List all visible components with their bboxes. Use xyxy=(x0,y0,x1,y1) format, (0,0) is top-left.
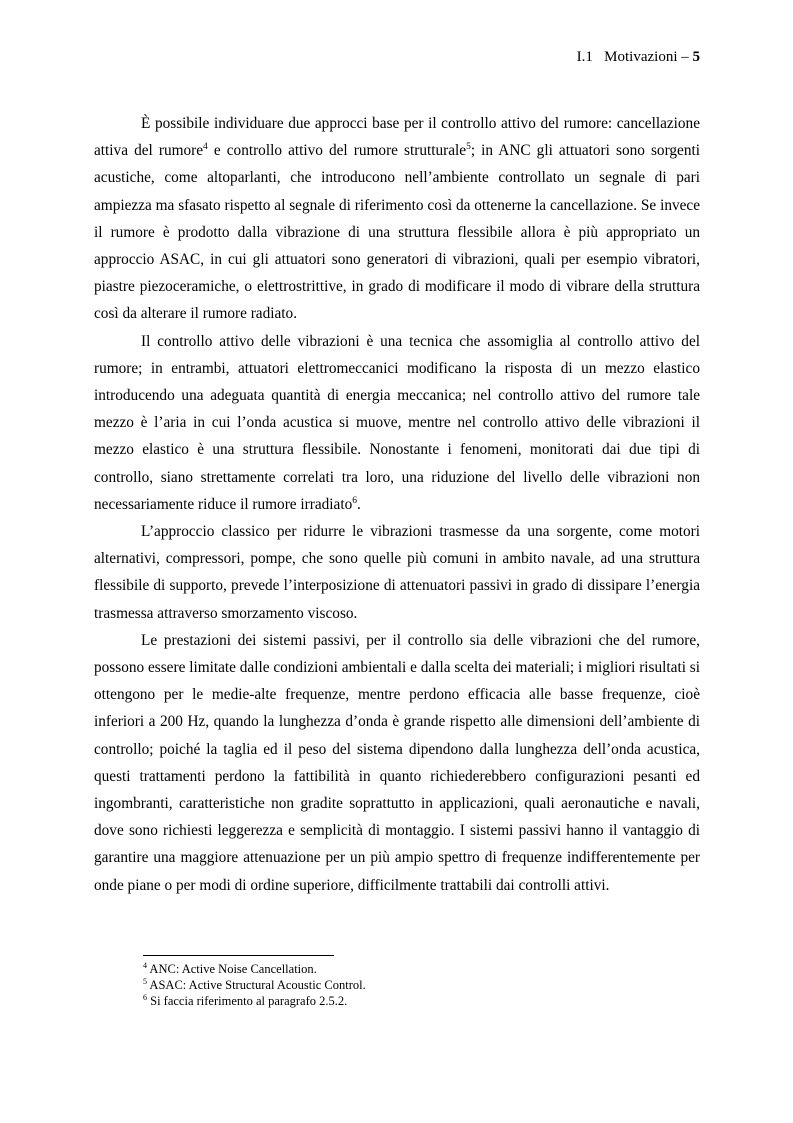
footnote-ref: 6 xyxy=(352,495,357,506)
footnote-number: 6 xyxy=(143,992,147,1002)
footnote-ref: 5 xyxy=(466,142,471,153)
running-header xyxy=(94,47,700,67)
paragraph: L’approccio classico per ridurre le vibrazioni trasmesse da una sorgente, come motori alternativi, compressori, pompe, che sono quelle più comuni in ambito navale, ad una struttura flessibile di supporto, prevede l’interposizione di attenuatori passivi in grado di dissipare l’energia trasmessa attraverso smorzamento viscoso. xyxy=(94,523,700,622)
footnote-rule xyxy=(143,955,334,956)
paragraph: Il controllo attivo delle vibrazioni è una tecnica che assomiglia al controllo attivo del rumore; in entrambi, attuatori elettromeccanici modificano la risposta di un mezzo elastico introducendo una adeguata quantità di energia meccanica; nel controllo attivo del rumore tale mezzo è l’aria in cui l’onda acustica si muove, mentre nel controllo attivo delle vibrazioni il mezzo elastico è una struttura flessibile. Nonostante i fenomeni, monitorati dai due tipi di controllo, siano strettamente correlati tra loro, una riduzione del livello delle vibrazioni non necessariamente riduce il rumore irradiato$^6$. xyxy=(94,332,700,513)
footnote: $^4$ ANC: Active Noise Cancellation. xyxy=(143,960,317,976)
footnote-number: 5 xyxy=(143,976,147,986)
paragraph: È possibile individuare due approcci base per il controllo attivo del rumore: cancellazione attiva del rumore$^4$ e controllo attivo del rumore strutturale$^5$; in ANC gli attuatori sono sorgenti acustiche, come altoparlanti, che introducono nell’ambiente controllato un segnale di pari ampiezza ma sfasato rispetto al segnale di riferimento così da ottenerne la cancellazione. Se invece il rumore è prodotto dalla vibrazione di una struttura flessibile allora è più appropriato un approccio ASAC, in cui gli attuatori sono generatori di vibrazioni, quali per esempio vibratori, piastre piezoceramiche, o elettrostrittive, in grado di modificare il modo di vibrare della struttura così da alterare il rumore radiato. xyxy=(94,115,700,323)
paragraph: Le prestazioni dei sistemi passivi, per il controllo sia delle vibrazioni che del rumore, possono essere limitate dalle condizioni ambientali e dalla scelta dei materiali; i migliori risultati si ottengono per le medie-alte frequenze, mentre perdono efficacia alle basse frequenze, cioè inferiori a 200 Hz, quando la lunghezza d’onda è grande rispetto alle dimensioni dell’ambiente di controllo; poiché la taglia ed il peso del sistema dipendono dalla lunghezza dell’onda acustica, questi trattamenti perdono la fattibilità in quanto richiederebbero configurazioni pesanti ed ingombranti, caratteristiche non gradite soprattutto in applicazioni, quali aeronautiche e navali, dove sono richiesti leggerezza e semplicità di montaggio. I sistemi passivi hanno il vantaggio di garantire una maggiore attenuazione per un più ampio spettro di frequenze indifferentemente per onde piane o per modi di ordine superiore, difficilmente trattabili dai controlli attivi. xyxy=(94,631,700,894)
header-separator: – xyxy=(677,49,693,65)
page-number: 5 xyxy=(692,49,700,65)
body-text xyxy=(94,110,700,899)
section-title: Motivazioni xyxy=(604,49,678,65)
footnote: $^6$ Si faccia riferimento al paragrafo 2.5.2. xyxy=(143,992,348,1008)
footnote-ref: 4 xyxy=(203,142,208,153)
footnote: $^5$ ASAC: Active Structural Acoustic Control. xyxy=(143,976,366,992)
section-number: I.1 xyxy=(576,49,593,65)
footnotes xyxy=(143,961,700,1009)
footnote-number: 4 xyxy=(143,960,147,970)
